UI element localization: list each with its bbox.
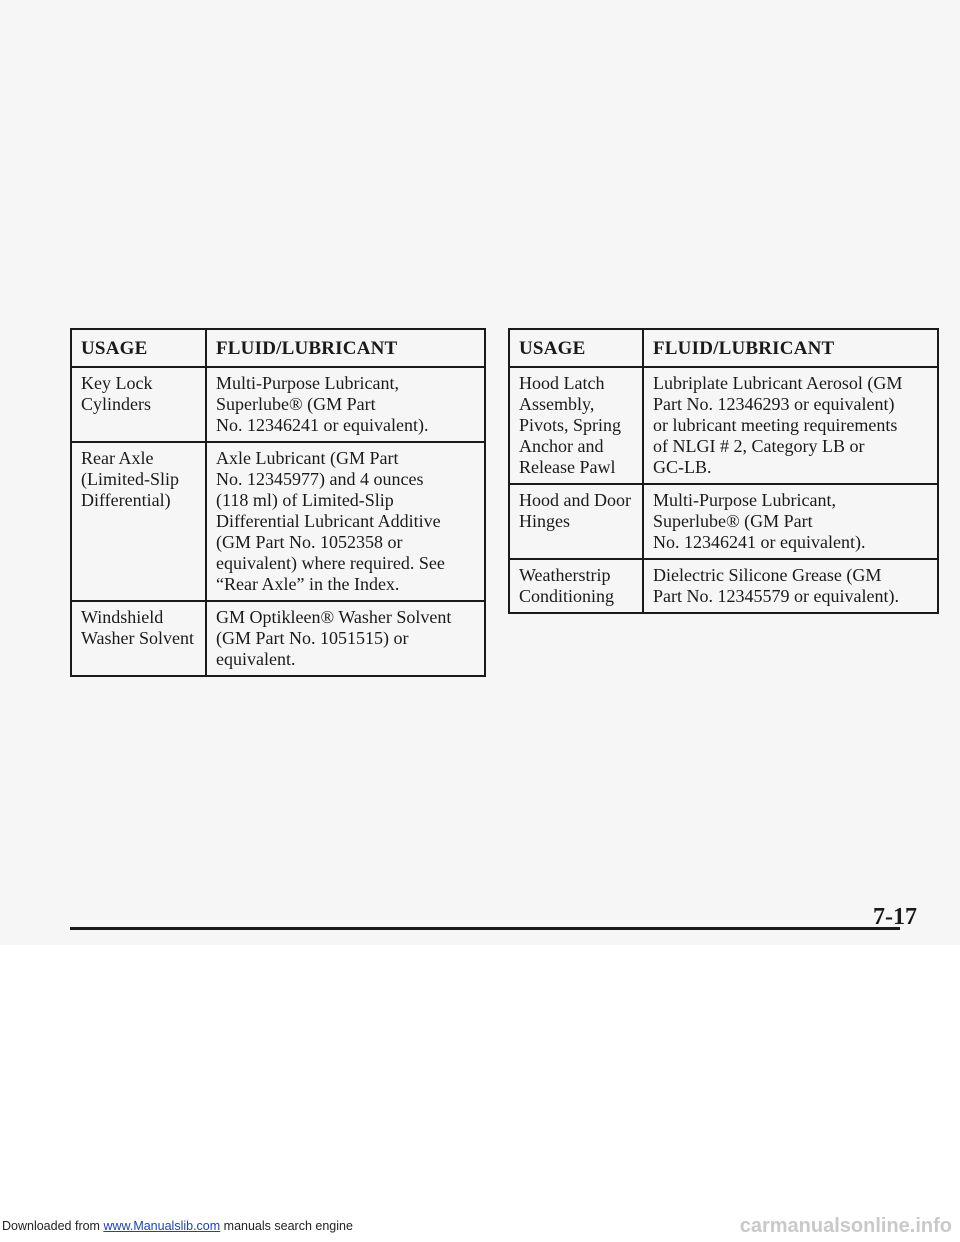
fluid-text: Multi-Purpose Lubricant, Superlube® (GM Part No. 12346241 or equivalent). [653,490,866,552]
fluid-text: Dielectric Silicone Grease (GM Part No. 12345579 or equivalent). [653,565,899,606]
fluid-cell [643,367,938,484]
header-usage: USAGE [509,329,643,367]
usage-text: Windshield Washer Solvent [81,607,195,648]
table-row [509,559,938,613]
usage-cell [71,601,206,676]
usage-text: Rear Axle (Limited-Slip Differential) [81,448,179,510]
table-header-row [509,329,938,367]
fluid-cell [206,601,485,676]
usage-cell [509,367,643,484]
footer-rule [70,927,900,930]
watermark-text: carmanualsonline.info [739,1215,952,1237]
usage-cell [71,442,206,601]
header-fluid-lubricant: FLUID/LUBRICANT [206,329,485,367]
download-banner [2,1219,353,1233]
manualslib-link[interactable]: www.Manualslib.com [103,1219,221,1233]
table-row [71,601,485,676]
usage-text: Hood Latch Assembly, Pivots, Spring Anchor and Release Pawl [519,373,622,477]
banner-suffix: manuals search engine [223,1219,353,1233]
usage-cell [509,484,643,559]
banner-prefix: Downloaded from [2,1219,100,1233]
usage-cell [71,367,206,442]
fluid-cell [206,442,485,601]
table-header-row [71,329,485,367]
table-row [509,484,938,559]
fluid-cell [643,559,938,613]
table-row [71,442,485,601]
header-usage: USAGE [71,329,206,367]
usage-cell [509,559,643,613]
fluid-text: Multi-Purpose Lubricant, Superlube® (GM Part No. 12346241 or equivalent). [216,373,429,435]
fluid-cell [643,484,938,559]
usage-text: Key Lock Cylinders [81,373,153,414]
usage-text: Hood and Door Hinges [519,490,631,531]
fluid-text: GM Optikleen® Washer Solvent (GM Part No. 1051515) or equivalent. [216,607,452,669]
fluid-text: Axle Lubricant (GM Part No. 12345977) and 4 ounces (118 ml) of Limited-Slip Differential Lubricant Additive (GM Part No. 1052358 or equivalent) where required. See “Rear Axle” in the Index. [216,448,445,594]
table-row [509,367,938,484]
fluid-text: Lubriplate Lubricant Aerosol (GM Part No. 12346293 or equivalent) or lubricant meeting requirements of NLGI # 2, Category LB or GC-LB. [653,373,903,477]
lubricant-table-right [508,328,939,614]
fluid-cell [206,367,485,442]
usage-text: Weatherstrip Conditioning [519,565,615,606]
table-row [71,367,485,442]
page-number: 7-17 [873,904,917,930]
header-fluid-lubricant: FLUID/LUBRICANT [643,329,938,367]
lubricant-table-left [70,328,486,677]
